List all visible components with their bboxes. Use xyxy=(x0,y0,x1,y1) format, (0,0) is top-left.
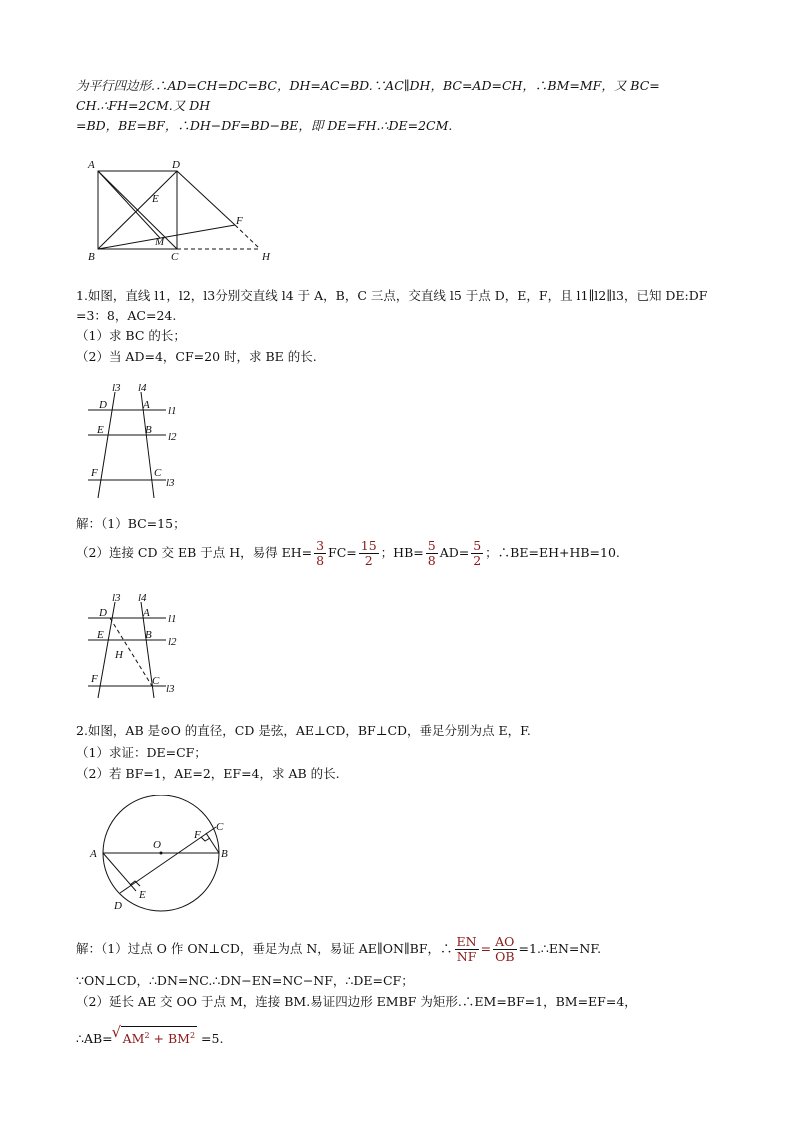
figure-parallel-lines xyxy=(80,378,200,503)
text-top-line-1: 为平行四边形.∴AD=CH=DC=BC，DH=AC=BD.∵AC∥DH，BC=AD=CH，∴BM=MF，又 BC= xyxy=(76,78,660,93)
label-l3-bottom: l3 xyxy=(166,477,175,489)
q1-part-2: （2）当 AD=4，CF=20 时，求 BE 的长. xyxy=(76,349,317,364)
text-top-line-3: =BD，BE=BF，∴DH−DF=BD−BE，即 DE=FH.∴DE=2CM. xyxy=(76,118,453,133)
label-l4-top: l4 xyxy=(138,382,147,394)
label-E: E xyxy=(97,424,104,436)
label-C: C xyxy=(154,467,162,479)
text-top-line-2: CH.∴FH=2CM.又 DH xyxy=(76,98,211,113)
label-D: D xyxy=(114,900,122,912)
label-H: H xyxy=(115,649,123,661)
label-O: O xyxy=(153,839,161,851)
label-A: A xyxy=(143,607,150,619)
q2-solution-3: （2）延长 AE 交 OO 于点 M，连接 BM.易证四边形 EMBF 为矩形.∴EM=BF=1，BM=EF=4， xyxy=(76,994,637,1009)
label-F: F xyxy=(236,215,243,227)
label-F: F xyxy=(194,829,201,841)
label-B: B xyxy=(145,424,152,436)
label-l4-top: l4 xyxy=(138,592,147,604)
label-E: E xyxy=(97,629,104,641)
q1-part-1: （1）求 BC 的长； xyxy=(76,328,186,343)
label-A: A xyxy=(90,848,97,860)
figure-parallel-lines-auxiliary xyxy=(80,588,200,703)
figure-square-diagram xyxy=(80,152,280,264)
q2-part-2: （2）若 BF=1，AE=2，EF=4，求 AB 的长. xyxy=(76,766,340,781)
label-D: D xyxy=(99,399,107,411)
label-l2: l2 xyxy=(168,431,177,443)
label-B: B xyxy=(221,848,228,860)
q1-stem-1: 1.如图，直线 l1，l2，l3分别交直线 l4 于 A，B，C 三点，交直线 l5 于点 D，E，F，且 l1∥l2∥l3，已知 DE:DF xyxy=(76,288,708,303)
q1-solution-2: （2）连接 CD 交 EB 于点 H，易得 EH= $\frac{3}{8}$ FC= $\frac{15}{2}$ ；HB= $\frac{5}{8}$ AD= $\frac{5}{2}$ ；∴BE=EH+HB=10. xyxy=(76,538,620,568)
label-l3-top: l3 xyxy=(112,592,121,604)
q1-solution-1: 解：（1）BC=15； xyxy=(76,516,186,531)
label-E: E xyxy=(139,889,146,901)
label-A: A xyxy=(143,399,150,411)
label-C: C xyxy=(171,251,179,263)
label-C: C xyxy=(152,675,160,687)
figure-circle-diagram xyxy=(80,795,250,915)
label-M: M xyxy=(155,236,165,248)
label-D: D xyxy=(99,607,107,619)
label-l2: l2 xyxy=(168,636,177,648)
label-l1: l1 xyxy=(168,405,177,417)
label-F: F xyxy=(91,673,98,685)
label-l1: l1 xyxy=(168,613,177,625)
label-B: B xyxy=(145,629,152,641)
label-D: D xyxy=(172,159,180,171)
label-A: A xyxy=(88,159,95,171)
label-l3-bottom: l3 xyxy=(166,683,175,695)
q2-stem: 2.如图，AB 是⊙O 的直径，CD 是弦，AE⊥CD，BF⊥CD，垂足分别为点 E，F. xyxy=(76,723,531,738)
q2-part-1: （1）求证：DE=CF； xyxy=(76,745,207,760)
label-B: B xyxy=(88,251,95,263)
label-H: H xyxy=(262,251,270,263)
label-F: F xyxy=(91,467,98,479)
q2-solution-2: ∵ON⊥CD，∴DN=NC.∴DN−EN=NC−NF，∴DE=CF； xyxy=(76,973,414,988)
q1-stem-2: =3：8，AC=24. xyxy=(76,308,177,323)
label-E: E xyxy=(152,193,159,205)
label-C: C xyxy=(216,821,224,833)
label-l3-top: l3 xyxy=(112,382,121,394)
q2-solution-4: ∴AB=√ $AM^2 + BM^2 =5$. xyxy=(76,1026,754,1048)
q2-solution-1: 解：（1）过点 O 作 ON⊥CD，垂足为点 N，易证 AE∥ON∥BF，∴ $\frac{EN}{NF}$ = $\frac{AO}{OB}$ =1.∴EN=NF. xyxy=(76,934,602,964)
